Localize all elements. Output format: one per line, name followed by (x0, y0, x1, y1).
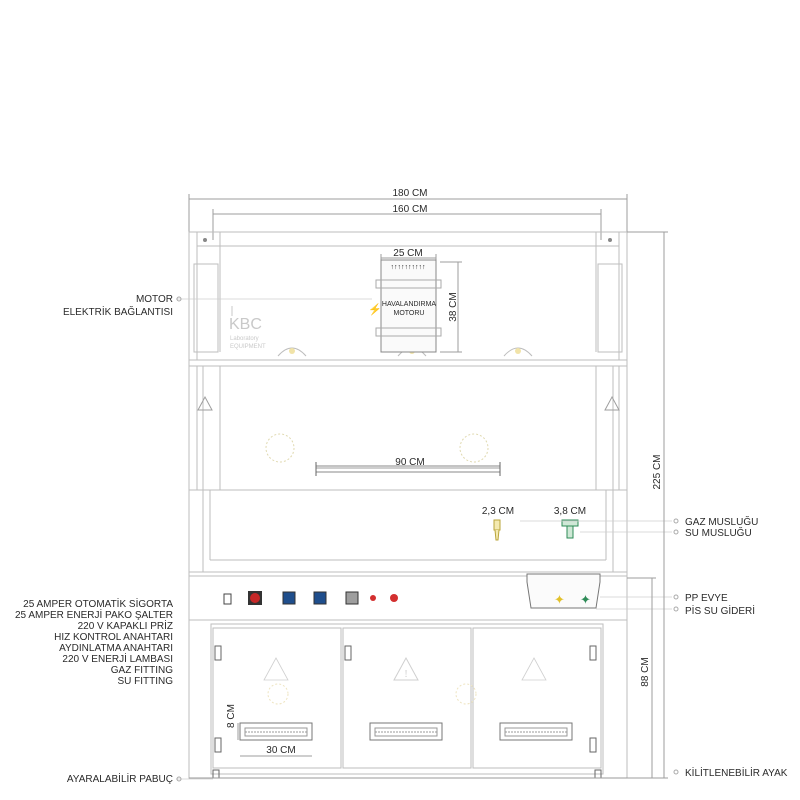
logo-line1: Laboratory (230, 336, 259, 342)
vent-width-label: 30 CM (266, 745, 296, 756)
electric-icon: ⚡ (368, 304, 382, 316)
label-sink: PP EVYE (685, 593, 728, 604)
label-motor: MOTOR (135, 294, 173, 305)
ventilation-motor (368, 248, 462, 352)
lower-cabinet (189, 624, 627, 778)
label-speed-control: HIZ KONTROL ANAHTARI (54, 632, 173, 643)
fuse-icon (224, 594, 231, 604)
label-motor-electric: ELEKTRİK BAĞLANTISI (62, 307, 173, 318)
speed-control-button[interactable] (314, 592, 326, 604)
vent-grille-1 (240, 723, 312, 740)
label-gas-tap: GAZ MUSLUĞU (685, 517, 759, 528)
motor-label-1: HAVALANDIRMA (381, 301, 437, 308)
main-switch-knob-icon (250, 593, 260, 603)
inner-width-label: 160 CM (392, 204, 428, 215)
water-fitting-icon: ✦ (580, 592, 591, 607)
label-fuse: 25 AMPER OTOMATİK SİGORTA (23, 599, 173, 610)
cabinet-height-label: 88 CM (640, 657, 651, 687)
gas-tap-icon (494, 520, 500, 540)
gas-tap-size: 2,3 CM (481, 506, 515, 517)
left-callouts (15, 294, 372, 785)
lamp-tube (316, 457, 500, 476)
vent-height-label: 8 CM (226, 704, 237, 728)
lamp-width-label: 90 CM (395, 457, 425, 468)
label-drain: PİS SU GİDERİ (685, 606, 756, 617)
power-indicator-icon (390, 594, 398, 602)
gas-fitting-icon: ✦ (554, 592, 565, 607)
label-light-switch: AYDINLATMA ANAHTARI (59, 643, 173, 654)
label-water-tap: SU MUSLUĞU (685, 528, 752, 539)
water-tap-size: 3,8 CM (553, 506, 587, 517)
height-dimensions (627, 232, 668, 778)
label-main-switch: 25 AMPER ENERJİ PAKO ŞALTER (14, 610, 173, 621)
control-panel (189, 574, 672, 620)
label-power-lamp: 220 V ENERJİ LAMBASI (62, 654, 173, 665)
svg-text:↑↑↑↑↑↑↑↑↑↑: ↑↑↑↑↑↑↑↑↑↑ (390, 264, 426, 271)
logo-brand: KBC (229, 316, 262, 333)
label-adjustable-foot: AYARALABİLİR PABUÇ (66, 774, 173, 785)
motor-width-label: 25 CM (393, 248, 423, 259)
power-lamp-icon (370, 595, 376, 601)
outer-width-label: 180 CM (392, 188, 428, 199)
vent-grille-3 (500, 723, 572, 740)
label-gas-fitting: GAZ FITTING (110, 665, 173, 676)
water-tap-icon (562, 520, 578, 538)
socket-button[interactable] (283, 592, 295, 604)
svg-text:!: ! (404, 669, 408, 680)
right-callouts (674, 515, 788, 779)
label-socket: 220 V KAPAKLI PRİZ (77, 621, 173, 632)
logo-line2: EQUIPMENT (230, 344, 266, 350)
label-water-fitting: SU FITTING (117, 676, 173, 687)
motor-label-2: MOTORU (393, 310, 425, 317)
motor-height-label: 38 CM (448, 292, 459, 322)
vent-grille-2 (370, 723, 442, 740)
total-height-label: 225 CM (652, 454, 663, 490)
taps (482, 506, 672, 540)
kbc-logo (229, 306, 266, 350)
label-lockable-foot: KİLİTLENEBİLİR AYAK (685, 768, 788, 779)
light-switch[interactable] (346, 592, 358, 604)
